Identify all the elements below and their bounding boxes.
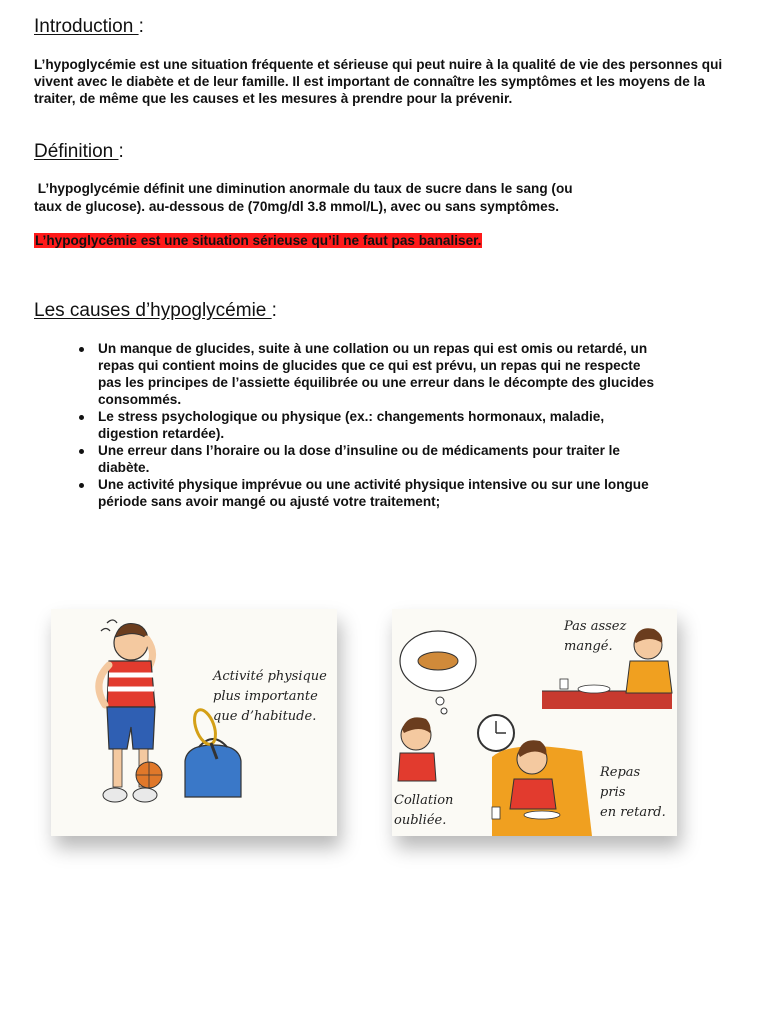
cause-item: Une activité physique imprévue ou une activité physique intensive ou sur une longue période sans avoir mangé ou ajusté votre traitement; (62, 476, 662, 510)
definition-heading-colon: : (118, 141, 124, 162)
intro-paragraph: L’hypoglycémie est une situation fréquente et sérieuse qui peut nuire à la qualité de vie des personnes qui vivent avec le diabète et de leur famille. Il est important de connaître les symptômes et les moyens de la traiter, de même que les causes et les mesures à prendre pour la prévenir. (34, 57, 723, 106)
cause-item: Le stress psychologique ou physique (ex.: changements hormonaux, maladie, digestion retardée). (62, 408, 662, 442)
caption-line: plus importante (213, 689, 318, 704)
cause-item: Un manque de glucides, suite à une collation ou un repas qui est omis ou retardé, un repas qui contient moins de glucides que ce qui est prévu, un repas qui ne respecte pas les principes de l’assiette équilibrée ou une erreur dans le décompte des glucides consommés. (62, 340, 662, 408)
causes-list (62, 340, 662, 510)
intro-heading-colon: : (138, 16, 144, 37)
caption-line: Collation (394, 793, 454, 808)
causes-heading (34, 300, 277, 322)
cause-item: Une erreur dans l’horaire ou la dose d’insuline ou de médicaments pour traiter le diabète. (62, 442, 662, 476)
definition-line-1: L’hypoglycémie définit une diminution anormale du taux de sucre dans le sang (ou (34, 181, 573, 196)
caption-physical-activity (213, 667, 327, 727)
definition-line-2: taux de glucose). au-dessous de (70mg/dl 3.8 mmol/L), avec ou sans symptômes. (34, 199, 560, 214)
intro-heading-text: Introduction (34, 16, 139, 37)
caption-line: que d’habitude. (213, 709, 317, 724)
caption-line: Pas assez (564, 619, 627, 634)
intro-heading (34, 16, 144, 38)
caption-line: mangé. (564, 639, 613, 654)
warning-highlight: L’hypoglycémie est une situation sérieuse qu’il ne faut pas banaliser. (35, 233, 482, 248)
caption-line: Repas (600, 765, 641, 780)
definition-heading (34, 141, 124, 163)
caption-late-meal (600, 763, 666, 823)
caption-missed-snack (394, 791, 453, 831)
causes-heading-text: Les causes d’hypoglycémie (34, 300, 272, 321)
caption-line: en retard. (600, 805, 666, 820)
illustration-physical-activity (51, 609, 337, 836)
caption-line: oubliée. (394, 813, 447, 828)
illustration-meals (392, 609, 677, 836)
caption-line: pris (600, 785, 626, 800)
warning-text (34, 232, 482, 249)
causes-heading-colon: : (271, 300, 277, 321)
caption-line: Activité physique (213, 669, 327, 684)
caption-not-enough-food (564, 617, 626, 657)
definition-heading-text: Définition (34, 141, 119, 162)
